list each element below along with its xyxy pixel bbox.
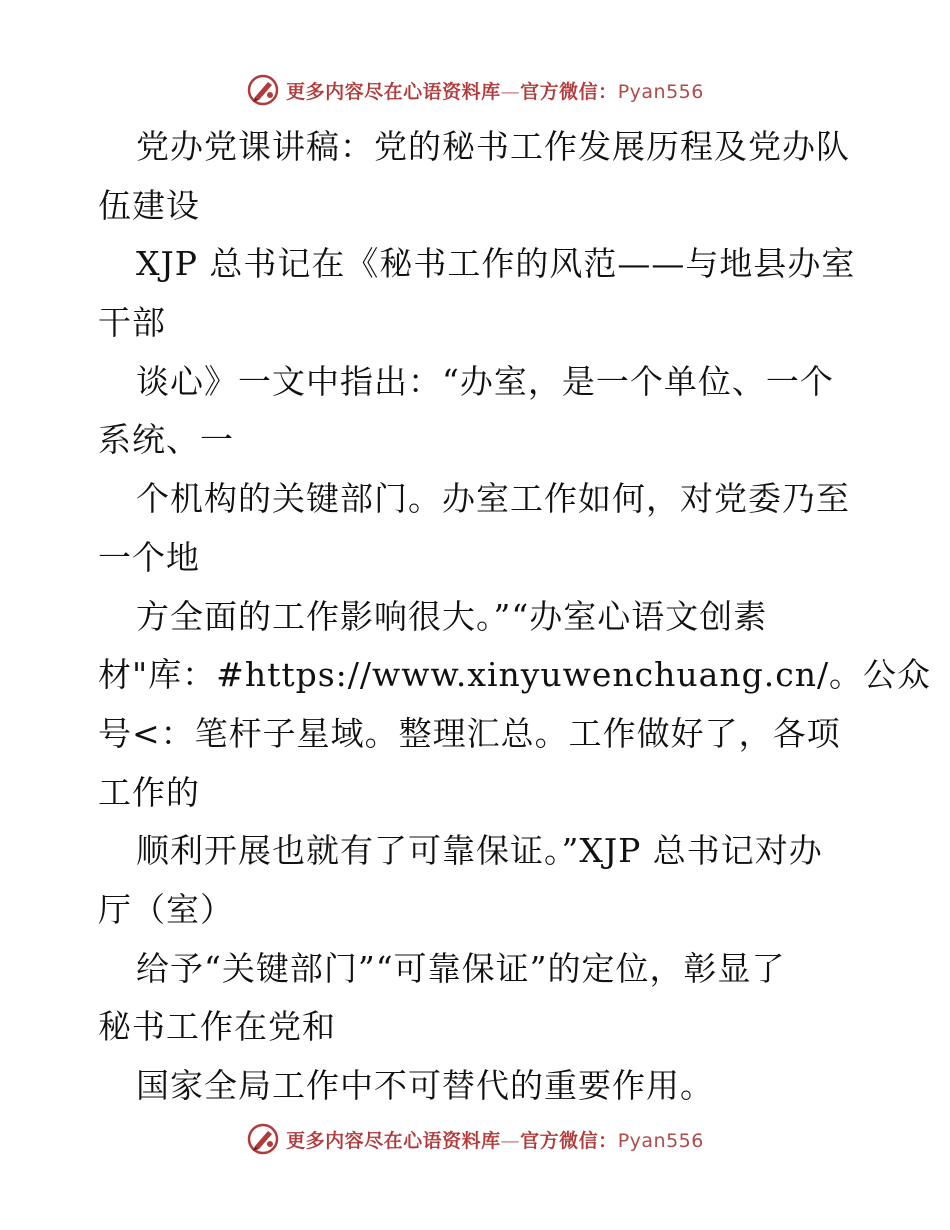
header-banner [0, 70, 950, 110]
footer-banner [0, 1119, 950, 1159]
text-line: 号<：笔杆子星域。整理汇总。工作做好了，各项 [98, 713, 841, 753]
pen-seal-logo-icon [246, 73, 280, 107]
text-line: 国家全局工作中不可替代的重要作用。 [136, 1066, 714, 1105]
text-line: 顺利开展也就有了可靠保证。”XJP 总书记对办 [136, 831, 823, 871]
text-line: 秘书工作在党和 [98, 1007, 336, 1047]
text-line: 干部 [98, 303, 166, 343]
banner-separator: — [500, 1129, 521, 1152]
text-line: 工作的 [98, 772, 200, 812]
pen-seal-logo-icon [246, 1122, 280, 1156]
banner-separator: — [500, 80, 521, 103]
text-line: 一个地 [98, 537, 200, 577]
banner-main-text: 更多内容尽在心语资料库 [286, 1129, 501, 1152]
header-banner-text [286, 77, 704, 104]
text-line: 谈心》一文中指出：“办室，是一个单位、一个 [136, 361, 834, 401]
document-body [98, 118, 932, 1116]
banner-official-label: 官方微信： [520, 80, 618, 103]
text-line: 系统、一 [98, 420, 234, 460]
banner-main-text: 更多内容尽在心语资料库 [286, 80, 501, 103]
text-line: 伍建设 [98, 185, 200, 225]
text-line: 方全面的工作影响很大。”“办室心语文创素 [136, 596, 768, 636]
banner-official-label: 官方微信： [520, 1129, 618, 1152]
banner-wechat-id: Pyan556 [617, 80, 704, 103]
text-line: 厅（室） [98, 889, 234, 929]
text-line: 党办党课讲稿：党的秘书工作发展历程及党办队 [136, 127, 850, 166]
text-line: 给予“关键部门”“可靠保证”的定位，彰显了 [136, 948, 786, 988]
footer-banner-text [286, 1126, 704, 1153]
text-line: XJP 总书记在《秘书工作的风范——与地县办室 [136, 244, 856, 284]
text-line: 材"库：#https://www.xinyuwenchuang.cn/。公众 [98, 655, 932, 695]
text-line: 个机构的关键部门。办室工作如何，对党委乃至 [136, 479, 850, 519]
banner-wechat-id: Pyan556 [617, 1129, 704, 1152]
